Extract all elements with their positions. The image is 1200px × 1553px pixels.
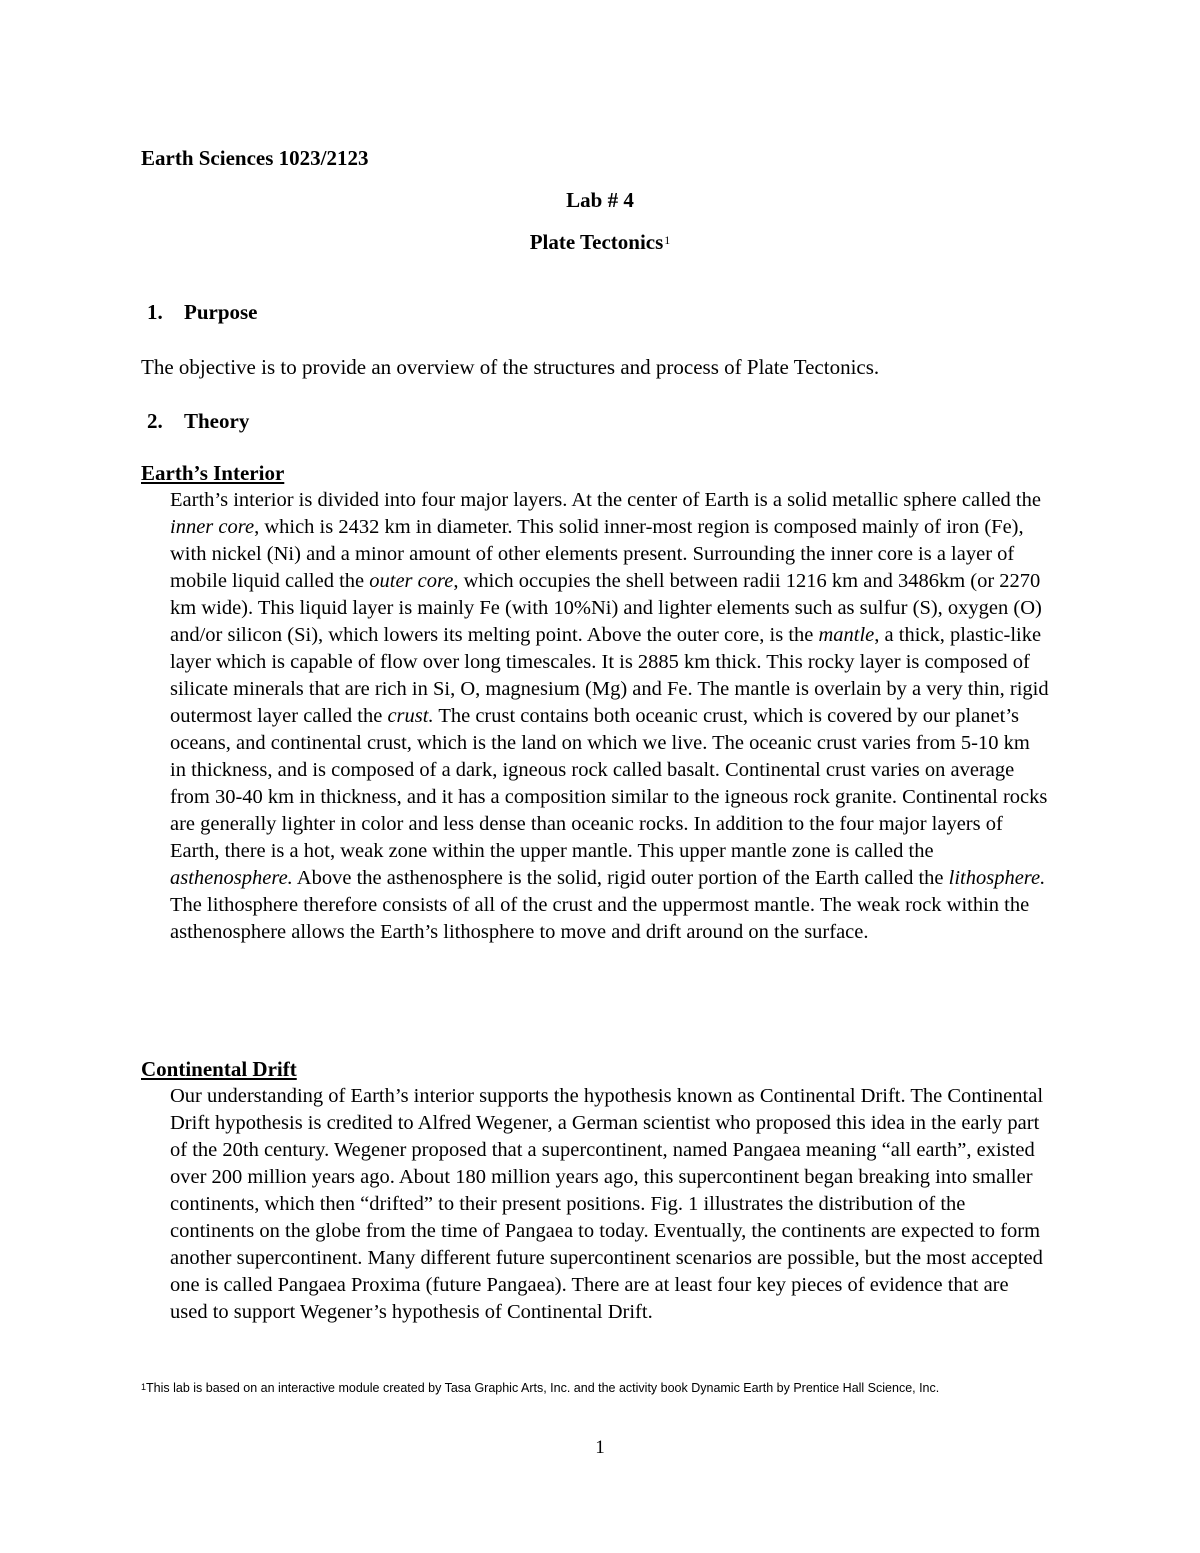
paragraph-text: Our understanding of Earth’s interior supports the hypothesis known as Continental Drift. The Continental Drift hypothesis is credited to Alfred Wegener, a German scientist who proposed this idea in the early part of the 20th century. Wegener proposed that a supercontinent, named Pangaea meaning “all earth”, existed over 200 million years ago. About 180 million years ago, this supercontinent began breaking into smaller continents, which then “drifted” to their present positions. Fig. 1 illustrates the distribution of the continents on the globe from the time of Pangaea to today. Eventually, the continents are expected to form another supercontinent. Many different future supercontinent scenarios are possible, but the most accepted one is called Pangaea Proxima (future Pangaea). There are at least four key pieces of evidence that are used to support Wegener’s hypothesis of Continental Drift. [170, 1085, 1044, 1323]
paragraph-text: , which occupies the shell between radii 1216 km and 3486km (or 2270 km wide). This liquid layer is mainly Fe (with 10%Ni) and lighter elements such as sulfur (S), oxygen (O) and/or silicon (Si), which lowers its melting point. Above the outer core, is the [170, 570, 1042, 646]
section-title: Theory [184, 409, 250, 433]
paragraph-text: Earth’s interior is divided into four major layers. At the center of Earth is a solid metallic sphere called the [170, 489, 1041, 511]
paragraph-text: Above the asthenosphere is the solid, rigid outer portion of the Earth called the [292, 867, 949, 889]
footnote [141, 1380, 939, 1396]
term-crust: crust. [387, 705, 434, 727]
section-heading-purpose [147, 299, 258, 325]
section-number: 1. [147, 300, 163, 324]
subheading-continental-drift: Continental Drift [141, 1057, 297, 1081]
course-title: Earth Sciences 1023/2123 [141, 146, 369, 170]
paragraph-text: , a thick, plastic-like layer which is capable of flow over long timescales. It is 2885 km thick. This rocky layer is composed of silicate minerals that are rich in Si, O, magnesium (Mg) and Fe. The mantle is overlain by a very thin, rigid outermost layer called the [170, 624, 1049, 727]
section-title: Purpose [184, 300, 258, 324]
earths-interior-paragraph [170, 487, 1050, 946]
subheading-earths-interior: Earth’s Interior [141, 461, 285, 485]
page-number: 1 [595, 1437, 605, 1458]
term-mantle: mantle [818, 624, 875, 646]
term-inner-core: inner core [170, 516, 255, 538]
footnote-number: 1 [141, 1382, 147, 1392]
section-number: 2. [147, 409, 163, 433]
lab-number: Lab # 4 [566, 188, 634, 212]
lab-title-text: Plate Tectonics [529, 230, 664, 254]
purpose-text: The objective is to provide an overview of the structures and process of Plate Tectonics. [141, 355, 880, 379]
paragraph-text: The lithosphere therefore consists of all of the crust and the uppermost mantle. The weak rock within the asthenosphere allows the Earth’s lithosphere to move and drift around on the surface. [170, 894, 1030, 943]
lab-title [0, 229, 1200, 255]
term-asthenosphere: asthenosphere. [170, 867, 293, 889]
continental-drift-paragraph [170, 1083, 1050, 1326]
paragraph-text: The crust contains both oceanic crust, which is covered by our planet’s oceans, and continental crust, which is the land on which we live. The oceanic crust varies from 5-10 km in thickness, and is composed of a dark, igneous rock called basalt. Continental crust varies on average from 30-40 km in thickness, and it has a composition similar to the igneous rock granite. Continental rocks are generally lighter in color and less dense than oceanic rocks. In addition to the four major layers of Earth, there is a hot, weak zone within the upper mantle. This upper mantle zone is called the [170, 705, 1048, 862]
paragraph-text: , which is 2432 km in diameter. This solid inner-most region is composed mainly of iron (Fe), with nickel (Ni) and a minor amount of other elements present. Surrounding the inner core is a layer of mobile liquid called the [170, 516, 1024, 592]
term-lithosphere: lithosphere. [948, 867, 1046, 889]
footnote-marker: 1 [664, 233, 671, 247]
footnote-text: This lab is based on an interactive module created by Tasa Graphic Arts, Inc. and the activity book Dynamic Earth by Prentice Hall Science, Inc. [146, 1381, 940, 1395]
term-outer-core: outer core [369, 570, 454, 592]
section-heading-theory [147, 408, 249, 434]
